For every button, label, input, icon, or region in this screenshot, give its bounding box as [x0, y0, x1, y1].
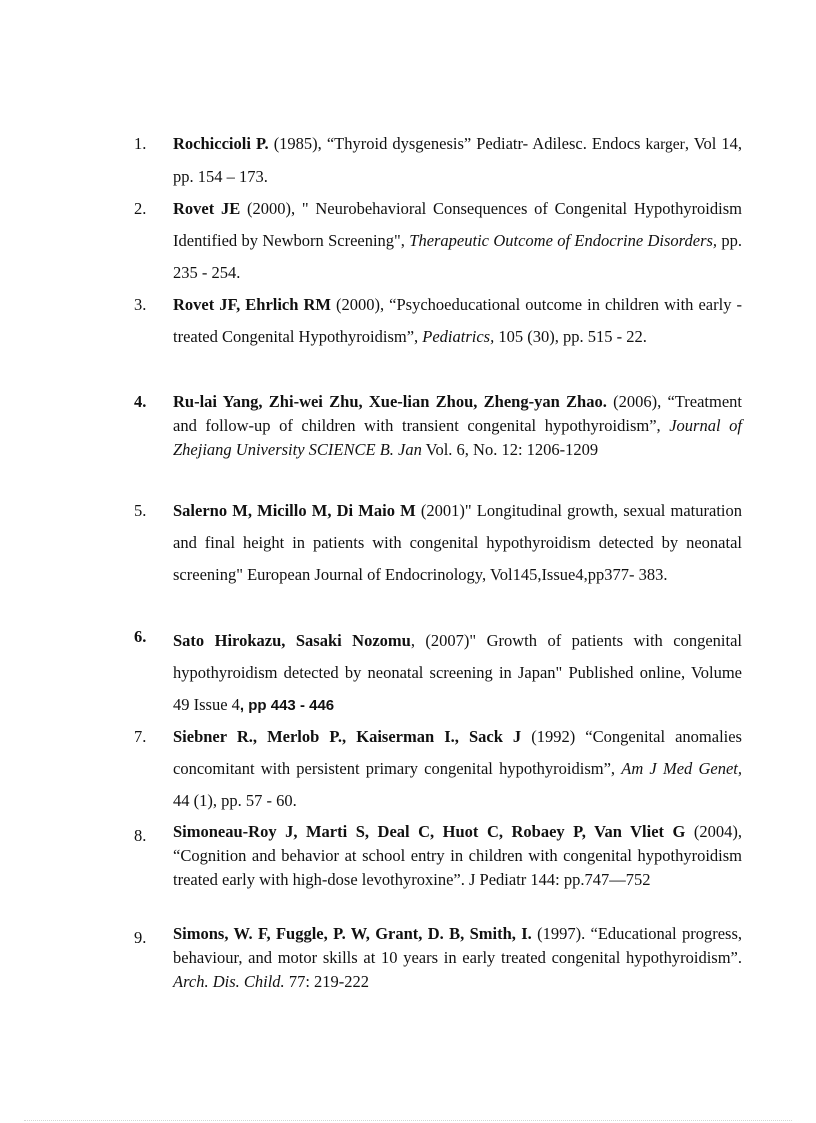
- reference-number: 2.: [134, 199, 147, 218]
- reference-journal: Am J Med Genet,: [621, 759, 742, 778]
- reference-journal: Journal of Zhejiang University SCIENCE B. Jan: [173, 416, 742, 459]
- reference-number: 4.: [134, 392, 147, 411]
- reference-text: , Vol 14, pp. 154 – 173.: [173, 134, 742, 186]
- reference-number: 3.: [134, 295, 147, 314]
- reference-number: 5.: [134, 501, 147, 520]
- reference-text: (1992) “Congenital anomalies concomitant with persistent primary congenital hypothyroidism”,: [173, 727, 742, 778]
- reference-authors: Rochiccioli P.: [173, 134, 269, 153]
- reference-2: [134, 193, 742, 289]
- reference-journal: Arch. Dis. Child.: [173, 972, 285, 991]
- reference-authors: Simons, W. F, Fuggle, P. W, Grant, D. B, Smith, I.: [173, 924, 532, 943]
- reference-authors: Rovet JE: [173, 199, 241, 218]
- reference-text: 44 (1), pp. 57 - 60.: [173, 791, 297, 810]
- reference-text: karger: [645, 136, 685, 153]
- reference-5: [134, 495, 742, 591]
- reference-text: , (2007)" Growth of patients with congenital hypothyroidism detected by neonatal screening in Japan" Published online, Volume 49 Issue 4: [173, 631, 742, 714]
- reference-authors: Ru-lai Yang, Zhi-wei Zhu, Xue-lian Zhou, Zheng-yan Zhao.: [173, 392, 607, 411]
- reference-journal: Pediatrics,: [422, 327, 495, 346]
- reference-7: [134, 721, 742, 817]
- reference-1: [134, 128, 742, 193]
- reference-text: (1985), “Thyroid dysgenesis” Pediatr- Adilesc. Endocs: [268, 134, 646, 153]
- reference-3: [134, 289, 742, 353]
- reference-authors: Sato Hirokazu, Sasaki Nozomu: [173, 631, 411, 650]
- reference-authors: Salerno M, Micillo M, Di Maio M: [173, 501, 416, 520]
- reference-number: 1.: [134, 134, 147, 153]
- reference-text: (1997). “Educational progress, behaviour, and motor skills at 10 years in early treated congenital hypothyroidism”.: [173, 924, 742, 967]
- reference-text: (2001)" Longitudinal growth, sexual maturation and final height in patients with congenital hypothyroidism detected by neonatal screening" European Journal of Endocrinology, Vol145,Issue4,pp377- 383.: [173, 501, 742, 584]
- reference-text: 105 (30), pp. 515 - 22.: [494, 327, 647, 346]
- reference-pages: , pp 443 - 446: [239, 697, 335, 714]
- reference-number: 6.: [134, 627, 147, 646]
- reference-9: [134, 922, 742, 994]
- reference-text: (2004), “Cognition and behavior at school entry in children with congenital hypothyroidism treated early with high-dose levothyroxine”. J Pediatr 144: pp.747—752: [173, 822, 742, 889]
- reference-text: pp. 235 - 254.: [173, 231, 743, 282]
- page-bottom-divider: [24, 1120, 792, 1121]
- reference-authors: Rovet JF, Ehrlich RM: [173, 295, 331, 314]
- reference-8: [134, 820, 742, 892]
- reference-authors: Simoneau-Roy J, Marti S, Deal C, Huot C, Robaey P, Van Vliet G: [173, 822, 686, 841]
- reference-text: (2006), “Treatment and follow-up of children with transient congenital hypothyroidism”,: [173, 392, 743, 435]
- reference-6: [134, 625, 742, 722]
- reference-number: 9.: [134, 928, 147, 947]
- reference-number: 8.: [134, 826, 147, 845]
- reference-journal: Therapeutic Outcome of Endocrine Disorders,: [409, 231, 718, 250]
- reference-text: (2000), “Psychoeducational outcome in children with early - treated Congenital Hypothyroidism”,: [173, 295, 742, 346]
- reference-number: 7.: [134, 727, 147, 746]
- reference-authors: Siebner R., Merlob P., Kaiserman I., Sack J: [173, 727, 522, 746]
- reference-text: 77: 219-222: [284, 972, 370, 991]
- reference-text: Vol. 6, No. 12: 1206-1209: [421, 440, 599, 459]
- reference-text: (2000), " Neurobehavioral Consequences of Congenital Hypothyroidism Identified by Newborn Screening",: [173, 199, 742, 250]
- reference-4: [134, 390, 742, 462]
